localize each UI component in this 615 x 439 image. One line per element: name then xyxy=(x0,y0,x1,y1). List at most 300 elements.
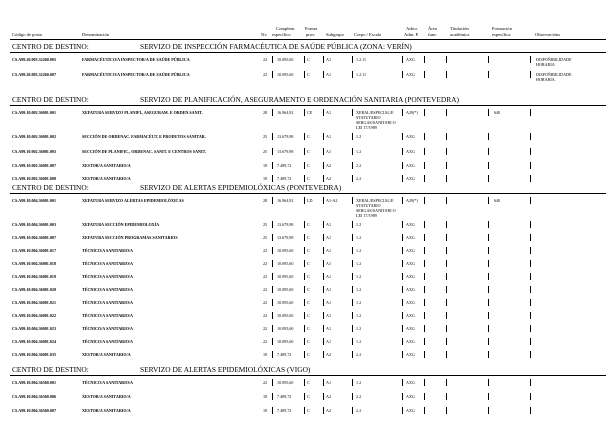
table-row xyxy=(0,248,615,254)
column-separator xyxy=(323,247,324,254)
column-separator xyxy=(402,299,403,306)
column-separator xyxy=(323,56,324,63)
post-code: CS.A99.10.004.36001.021 xyxy=(12,300,57,305)
column-separator xyxy=(272,379,273,386)
post-corps: 1.2 xyxy=(356,380,362,385)
table-row xyxy=(0,110,615,130)
column-separator xyxy=(424,234,425,241)
post-corps: 1.2 xyxy=(356,339,362,344)
post-code: CS.A99.10.004.36001.022 xyxy=(12,313,57,318)
header-nivel: Nv. xyxy=(261,32,268,37)
post-subgroup: A1 xyxy=(326,261,332,266)
column-separator xyxy=(304,286,305,293)
post-complement: 10.095,60 xyxy=(277,313,294,318)
post-level: 25 xyxy=(263,235,268,240)
post-observations: DISPOÑIBILIDADE HORARIA. xyxy=(536,72,572,82)
post-subgroup: A1 xyxy=(326,72,332,77)
column-separator xyxy=(488,379,489,386)
column-separator xyxy=(424,338,425,345)
column-separator xyxy=(402,56,403,63)
column-separator xyxy=(530,299,531,306)
post-name: FARMACÉUTICO/A INSPECTOR/A DE SAÚDE PÚBLICA xyxy=(82,57,190,62)
post-adscription: AXG xyxy=(406,300,415,305)
post-level: 22 xyxy=(263,261,268,266)
post-level: 22 xyxy=(263,300,268,305)
post-level: 22 xyxy=(263,72,268,77)
table-row xyxy=(0,72,615,82)
post-corps: 2.2 xyxy=(356,394,362,399)
header-area-1: Área xyxy=(428,26,437,31)
column-separator xyxy=(488,407,489,414)
post-adscription: AXG xyxy=(406,235,415,240)
section-rule xyxy=(10,375,606,376)
post-subgroup: A2 xyxy=(326,176,332,181)
post-complement: 10.095,60 xyxy=(277,300,294,305)
post-name: TÉCNICO/A SANITARIO/A xyxy=(82,300,133,305)
section-rule xyxy=(10,105,606,106)
post-adscription: AXG xyxy=(406,352,415,357)
column-separator xyxy=(446,260,447,267)
post-provision: C xyxy=(307,394,310,399)
post-name: XEFATURA SERVIZO ALERTAS EPIDEMIOLÓXICAS xyxy=(82,198,184,203)
column-separator xyxy=(304,221,305,228)
column-separator xyxy=(530,393,531,400)
column-separator xyxy=(424,299,425,306)
column-separator xyxy=(304,299,305,306)
column-separator xyxy=(352,407,353,414)
post-code: CS.A99.10.004.36001.001 xyxy=(12,198,57,203)
post-level: 18 xyxy=(263,163,268,168)
post-subgroup: A1 xyxy=(326,235,332,240)
post-level: 18 xyxy=(263,408,268,413)
column-separator xyxy=(272,162,273,169)
column-separator xyxy=(446,325,447,332)
column-separator xyxy=(424,175,425,182)
post-corps: 1.2 xyxy=(356,222,362,227)
column-separator xyxy=(446,312,447,319)
post-subgroup: A1-A2 xyxy=(326,198,338,203)
post-complement: 10.095,60 xyxy=(277,248,294,253)
post-name: TÉCNICO/A SANITARIO/A xyxy=(82,326,133,331)
table-row xyxy=(0,57,615,67)
post-code: CS.A99.10.004.36001.023 xyxy=(12,326,57,331)
post-name: XESTOR/A SANITARIO/A xyxy=(82,352,131,357)
header-complemento-1: Complem. xyxy=(276,26,296,31)
table-row xyxy=(0,326,615,332)
column-separator xyxy=(446,175,447,182)
column-separator xyxy=(530,197,531,204)
post-code: CS.A99.10.004.36001.018 xyxy=(12,261,57,266)
post-complement: 7.489,72 xyxy=(277,176,292,181)
post-complement: 7.489,72 xyxy=(277,394,292,399)
column-separator xyxy=(272,56,273,63)
post-name: XEFATURA SECCIÓN PROGRAMAS SANITARIOS xyxy=(82,235,178,240)
post-corps: 1.2 xyxy=(356,134,362,139)
column-separator xyxy=(323,71,324,78)
table-row xyxy=(0,408,615,414)
post-adscription: AXG xyxy=(406,408,415,413)
post-provision: C xyxy=(307,313,310,318)
column-separator xyxy=(352,325,353,332)
column-separator xyxy=(352,338,353,345)
header-denominacion: Denominación xyxy=(82,32,110,37)
column-separator xyxy=(488,234,489,241)
post-code: CS.A99.10.004.36001.024 xyxy=(12,339,57,344)
post-complement: 13.679,98 xyxy=(277,149,294,154)
post-provision: C xyxy=(307,352,310,357)
column-separator xyxy=(488,299,489,306)
post-adscription: AXG xyxy=(406,261,415,266)
column-separator xyxy=(488,148,489,155)
table-row xyxy=(0,339,615,345)
column-separator xyxy=(272,175,273,182)
table-row xyxy=(0,176,615,182)
post-level: 28 xyxy=(263,198,268,203)
column-separator xyxy=(488,338,489,345)
post-adscription: AXG xyxy=(406,313,415,318)
column-separator xyxy=(323,393,324,400)
column-separator xyxy=(446,286,447,293)
post-name: SECCIÓN DE ORDENAC. FARMACÉUT. E PRODUTOS SANITAR. xyxy=(82,134,206,139)
post-complement: 10.095,60 xyxy=(277,57,294,62)
column-separator xyxy=(424,312,425,319)
section-title xyxy=(12,43,412,51)
table-row xyxy=(0,261,615,267)
post-adscription: AXG xyxy=(406,287,415,292)
column-separator xyxy=(323,133,324,140)
post-code: CS.A99.10.002.36001.001 xyxy=(12,110,57,115)
post-name: XEFATURA SERVIZO PLANIFI., ASEGURAM. E ORDEN.SANIT. xyxy=(82,110,203,115)
column-separator xyxy=(323,260,324,267)
column-separator xyxy=(304,234,305,241)
column-separator xyxy=(272,351,273,358)
post-name: TÉCNICO/A SANITARIO/A xyxy=(82,313,133,318)
post-code: CS.A99.20.003.32260.005 xyxy=(12,57,57,62)
table-row xyxy=(0,380,615,386)
post-level: 22 xyxy=(263,339,268,344)
header-formacion-2: específica xyxy=(492,32,511,37)
header-titulacion-1: Titulación xyxy=(450,26,469,31)
column-separator xyxy=(304,71,305,78)
column-separator xyxy=(402,133,403,140)
post-corps: 2.2 xyxy=(356,176,362,181)
section-rule xyxy=(10,193,606,194)
post-subgroup: A1 xyxy=(326,222,332,227)
post-corps: 1.2 xyxy=(356,235,362,240)
column-separator xyxy=(488,325,489,332)
post-complement: 16.964,92 xyxy=(277,110,294,115)
column-separator xyxy=(424,286,425,293)
column-separator xyxy=(446,197,447,204)
column-separator xyxy=(446,221,447,228)
section-name: SERVIZO DE ALERTAS EPIDEMIOLÓXICAS (VIGO) xyxy=(140,365,311,374)
column-separator xyxy=(402,286,403,293)
table-row xyxy=(0,287,615,293)
post-provision: C xyxy=(307,134,310,139)
column-separator xyxy=(352,273,353,280)
column-separator xyxy=(424,407,425,414)
column-separator xyxy=(352,234,353,241)
post-provision: C xyxy=(307,300,310,305)
column-separator xyxy=(402,109,403,116)
column-separator xyxy=(424,162,425,169)
post-level: 25 xyxy=(263,222,268,227)
column-separator xyxy=(488,221,489,228)
column-separator xyxy=(424,247,425,254)
column-separator xyxy=(323,312,324,319)
post-adscription: AXG xyxy=(406,394,415,399)
column-separator xyxy=(446,133,447,140)
column-separator xyxy=(488,162,489,169)
post-name: XESTOR/A SANITARIO/A xyxy=(82,408,131,413)
column-separator xyxy=(323,407,324,414)
header-forma-2: prov. xyxy=(306,32,316,37)
column-separator xyxy=(488,286,489,293)
post-name: FARMACÉUTICO/A INSPECTOR/A DE SAÚDE PÚBLICA xyxy=(82,72,190,77)
post-adscription: AXG xyxy=(406,339,415,344)
post-adscription: AXG xyxy=(406,274,415,279)
post-level: 22 xyxy=(263,274,268,279)
column-separator xyxy=(402,260,403,267)
column-separator xyxy=(488,109,489,116)
section-title xyxy=(12,184,341,192)
table-row xyxy=(0,149,615,155)
column-separator xyxy=(323,299,324,306)
column-separator xyxy=(352,175,353,182)
column-separator xyxy=(272,312,273,319)
post-adscription: AXG xyxy=(406,248,415,253)
post-corps: 1.2 xyxy=(356,248,362,253)
column-separator xyxy=(272,109,273,116)
column-separator xyxy=(304,133,305,140)
column-separator xyxy=(530,407,531,414)
header-forma-1: Forma xyxy=(305,26,317,31)
column-separator xyxy=(323,109,324,116)
post-complement: 10.095,60 xyxy=(277,261,294,266)
post-subgroup: A1 xyxy=(326,339,332,344)
column-separator xyxy=(446,351,447,358)
post-corps: 1.2 xyxy=(356,326,362,331)
post-complement: 7.489,72 xyxy=(277,163,292,168)
header-codigo: Código de posto xyxy=(12,32,43,37)
table-row xyxy=(0,198,615,218)
post-complement: 7.489,72 xyxy=(277,352,292,357)
post-complement: 7.489,72 xyxy=(277,408,292,413)
column-separator xyxy=(424,260,425,267)
column-separator xyxy=(304,162,305,169)
post-complement: 10.095,60 xyxy=(277,380,294,385)
column-separator xyxy=(304,56,305,63)
column-separator xyxy=(530,273,531,280)
column-separator xyxy=(446,234,447,241)
column-separator xyxy=(272,260,273,267)
column-separator xyxy=(304,148,305,155)
column-separator xyxy=(488,312,489,319)
column-separator xyxy=(402,175,403,182)
column-separator xyxy=(530,71,531,78)
post-corps: 2.2 xyxy=(356,408,362,413)
post-subgroup: A2 xyxy=(326,163,332,168)
column-separator xyxy=(446,109,447,116)
column-separator xyxy=(272,221,273,228)
post-level: 22 xyxy=(263,57,268,62)
post-provision: C xyxy=(307,163,310,168)
column-separator xyxy=(352,197,353,204)
post-name: XEFATURA SECCIÓN EPIDEMIOLOXÍA xyxy=(82,222,160,227)
column-separator xyxy=(530,175,531,182)
header-corpo: Corpo / Escala xyxy=(354,32,382,37)
post-provision: C xyxy=(307,222,310,227)
column-separator xyxy=(352,379,353,386)
column-separator xyxy=(402,273,403,280)
post-name: TÉCNICO/A SANITARIO/A xyxy=(82,274,133,279)
header-area-2: func. xyxy=(428,32,438,37)
column-separator xyxy=(446,247,447,254)
post-training: 640 xyxy=(494,110,501,115)
column-separator xyxy=(424,273,425,280)
post-adscription: AXG xyxy=(406,222,415,227)
column-separator xyxy=(272,299,273,306)
post-subgroup: A1 xyxy=(326,326,332,331)
post-code: CS.A99.10.004.36001.019 xyxy=(12,274,57,279)
column-separator xyxy=(446,338,447,345)
column-separator xyxy=(352,71,353,78)
post-adscription: AXG xyxy=(406,380,415,385)
post-subgroup: A1 xyxy=(326,287,332,292)
post-code: CS.A99.10.004.36001.035 xyxy=(12,352,57,357)
column-separator xyxy=(323,379,324,386)
post-code: CS.A99.10.004.36001.020 xyxy=(12,287,57,292)
post-code: CS.A99.10.002.36001.002 xyxy=(12,134,57,139)
post-code: CS.A99.10.004.36001.007 xyxy=(12,235,57,240)
post-provision: C xyxy=(307,176,310,181)
post-subgroup: A1 xyxy=(326,380,332,385)
post-adscription: AXG xyxy=(406,72,415,77)
column-separator xyxy=(304,351,305,358)
column-separator xyxy=(530,221,531,228)
column-separator xyxy=(402,234,403,241)
header-adscr-2: Adm. P. xyxy=(404,32,419,37)
post-complement: 13.679,98 xyxy=(277,134,294,139)
column-separator xyxy=(323,351,324,358)
table-row xyxy=(0,235,615,241)
column-separator xyxy=(272,273,273,280)
column-separator xyxy=(352,56,353,63)
post-level: 28 xyxy=(263,110,268,115)
header-rule xyxy=(10,39,606,40)
post-complement: 16.964,92 xyxy=(277,198,294,203)
post-corps: XERAL/ESPECIAL/E STATUTARIO SERGAS/SANITARI O LEI 17/1989 xyxy=(356,110,396,130)
column-separator xyxy=(402,325,403,332)
post-name: TÉCNICO/A SANITARIO/A xyxy=(82,287,133,292)
column-separator xyxy=(530,351,531,358)
column-separator xyxy=(272,71,273,78)
post-adscription: AXG xyxy=(406,326,415,331)
column-separator xyxy=(446,299,447,306)
section-title xyxy=(12,96,459,104)
column-separator xyxy=(488,273,489,280)
column-separator xyxy=(352,247,353,254)
column-separator xyxy=(352,133,353,140)
column-separator xyxy=(488,175,489,182)
post-level: 18 xyxy=(263,394,268,399)
post-provision: LD xyxy=(307,198,313,203)
column-separator xyxy=(272,393,273,400)
column-separator xyxy=(446,379,447,386)
post-corps: 1.2.11 xyxy=(356,57,367,62)
post-adscription: AXG xyxy=(406,57,415,62)
column-separator xyxy=(272,286,273,293)
table-row xyxy=(0,394,615,400)
column-separator xyxy=(488,197,489,204)
header-observacions: Observacións xyxy=(535,32,561,37)
column-separator xyxy=(424,71,425,78)
post-subgroup: A1 xyxy=(326,134,332,139)
column-separator xyxy=(272,325,273,332)
post-adscription: A29(*) xyxy=(406,110,418,115)
header-formacion-1: Formación xyxy=(492,26,512,31)
column-separator xyxy=(304,175,305,182)
post-provision: C xyxy=(307,380,310,385)
column-separator xyxy=(424,325,425,332)
column-separator xyxy=(530,109,531,116)
post-code: CS.A99.10.004.36001.003 xyxy=(12,222,57,227)
post-level: 22 xyxy=(263,326,268,331)
post-level: 22 xyxy=(263,313,268,318)
column-separator xyxy=(530,56,531,63)
post-provision: C xyxy=(307,287,310,292)
column-separator xyxy=(402,162,403,169)
column-separator xyxy=(304,312,305,319)
column-separator xyxy=(446,148,447,155)
post-adscription: AXG xyxy=(406,134,415,139)
table-row xyxy=(0,222,615,228)
post-adscription: AXG xyxy=(406,163,415,168)
column-separator xyxy=(323,148,324,155)
post-provision: C xyxy=(307,248,310,253)
column-separator xyxy=(488,247,489,254)
column-separator xyxy=(402,221,403,228)
section-rule xyxy=(10,52,606,53)
column-separator xyxy=(424,148,425,155)
column-separator xyxy=(424,393,425,400)
header-adscr-1: Adscr. xyxy=(406,26,418,31)
post-corps: 1.2 xyxy=(356,261,362,266)
post-corps: 1.2 xyxy=(356,313,362,318)
post-code: CS.A99.10.004.36560.001 xyxy=(12,380,57,385)
post-training: 640 xyxy=(494,198,501,203)
column-separator xyxy=(402,407,403,414)
column-separator xyxy=(323,162,324,169)
table-row xyxy=(0,163,615,169)
column-separator xyxy=(304,109,305,116)
column-separator xyxy=(530,325,531,332)
post-provision: C xyxy=(307,57,310,62)
post-name: XESTOR/A SANITARIO/A xyxy=(82,176,131,181)
column-separator xyxy=(530,312,531,319)
post-corps: 1.2 xyxy=(356,300,362,305)
column-separator xyxy=(488,56,489,63)
column-separator xyxy=(304,393,305,400)
post-name: SECCIÓN DE PLANIFIC., ORDENAC. SANIT. E CENTROS SANIT. xyxy=(82,149,207,154)
post-provision: C xyxy=(307,149,310,154)
post-provision: CE xyxy=(307,110,313,115)
section-name: SERVIZO DE INSPECCIÓN FARMACÉUTICA DE SAÚDE PÚBLICA (ZONA: VERÍN) xyxy=(140,42,412,51)
post-code: CS.A99.10.002.36001.003 xyxy=(12,149,57,154)
column-separator xyxy=(446,56,447,63)
column-separator xyxy=(323,325,324,332)
column-separator xyxy=(402,379,403,386)
